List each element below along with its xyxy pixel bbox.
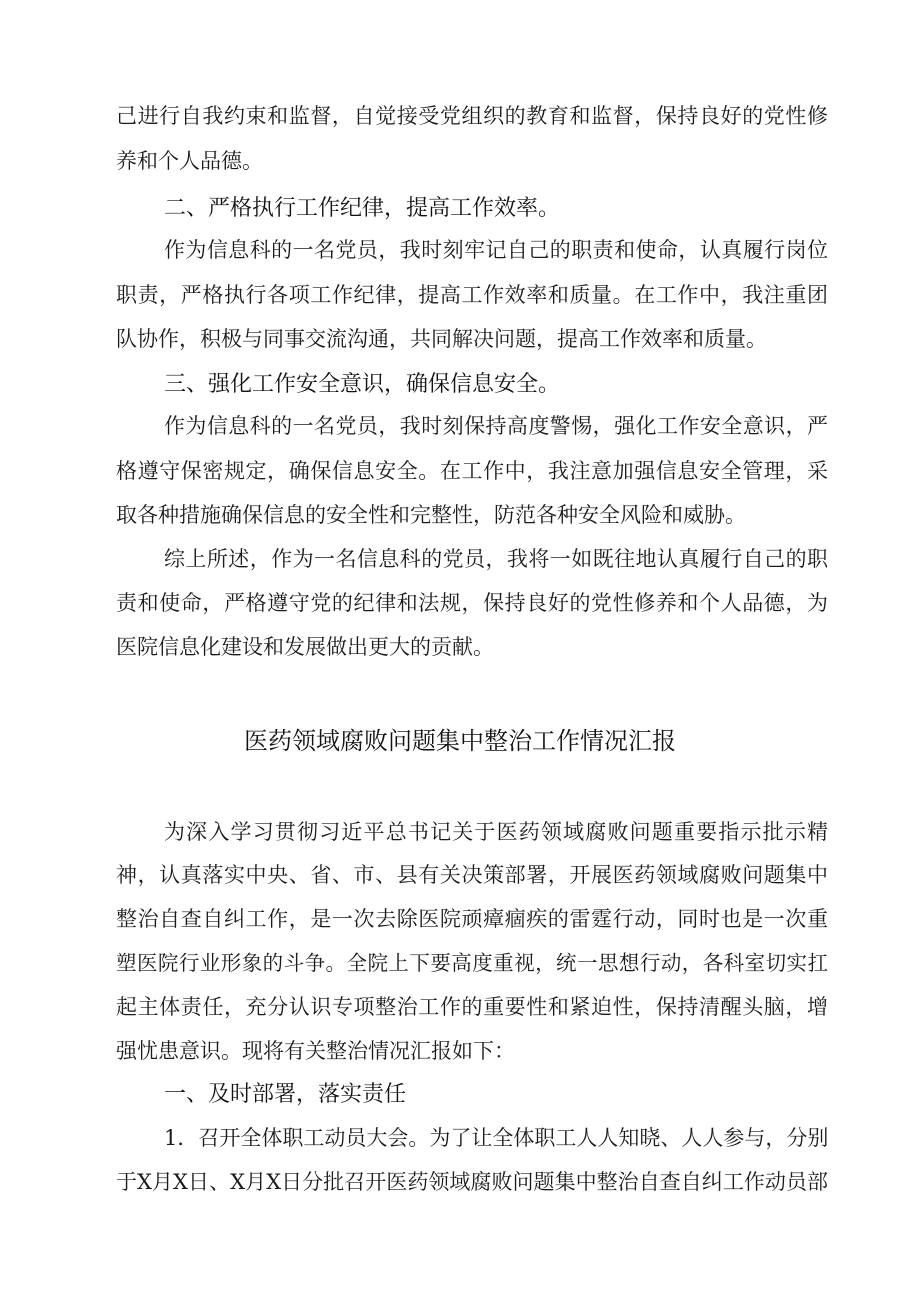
paragraph-line: 综上所述，作为一名信息科的党员，我将一如既往地认真履行自己的职	[164, 547, 828, 571]
paragraph-line: 为深入学习贯彻习近平总书记关于医药领域腐败问题重要指示批示精	[164, 820, 828, 844]
paragraph-line: 作为信息科的一名党员，我时刻牢记自己的职责和使命，认真履行岗位	[164, 238, 828, 262]
report-heading-1: 一、及时部署，落实责任	[164, 1082, 407, 1107]
paragraph-line: 取各种措施确保信息的安全性和完整性，防范各种安全风险和威胁。	[116, 503, 746, 527]
paragraph-line: 于X月X日、X月X日分批召开医药领域腐败问题集中整治自查自纠工作动员部	[116, 1170, 828, 1194]
paragraph-line: 责和使命，严格遵守党的纪律和法规，保持良好的党性修养和个人品德，为	[116, 591, 828, 615]
paragraph-line: 医院信息化建设和发展做出更大的贡献。	[116, 635, 494, 659]
section-heading-3: 三、强化工作安全意识，确保信息安全。	[164, 372, 561, 397]
paragraph-line: 格遵守保密规定，确保信息安全。在工作中，我注意加强信息安全管理，采	[116, 459, 828, 483]
paragraph-line: 整治自查自纠工作，是一次去除医院顽瘴痼疾的雷霆行动，同时也是一次重	[116, 907, 828, 931]
paragraph-line: 养和个人品德。	[116, 149, 263, 173]
paragraph-line: 1．召开全体职工动员大会。为了让全体职工人人知晓、人人参与，分别	[164, 1126, 829, 1150]
section-heading-2: 二、严格执行工作纪律，提高工作效率。	[164, 196, 561, 221]
paragraph-line: 起主体责任，充分认识专项整治工作的重要性和紧迫性，保持清醒头脑，增	[116, 995, 828, 1019]
paragraph-line: 队协作，积极与同事交流沟通，共同解决问题，提高工作效率和质量。	[116, 327, 767, 351]
paragraph-line: 职责，严格执行各项工作纪律，提高工作效率和质量。在工作中，我注重团	[116, 283, 828, 307]
report-title: 医药领域腐败问题集中整治工作情况汇报	[244, 727, 676, 755]
paragraph-line: 塑医院行业形象的斗争。全院上下要高度重视，统一思想行动，各科室切实扛	[116, 951, 828, 975]
paragraph-line: 己进行自我约束和监督，自觉接受党组织的教育和监督，保持良好的党性修	[116, 104, 828, 128]
paragraph-line: 强忧患意识。现将有关整治情况汇报如下：	[116, 1039, 515, 1063]
paragraph-line: 神，认真落实中央、省、市、县有关决策部署，开展医药领域腐败问题集中	[116, 863, 828, 887]
paragraph-line: 作为信息科的一名党员，我时刻保持高度警惕，强化工作安全意识，严	[164, 414, 828, 438]
